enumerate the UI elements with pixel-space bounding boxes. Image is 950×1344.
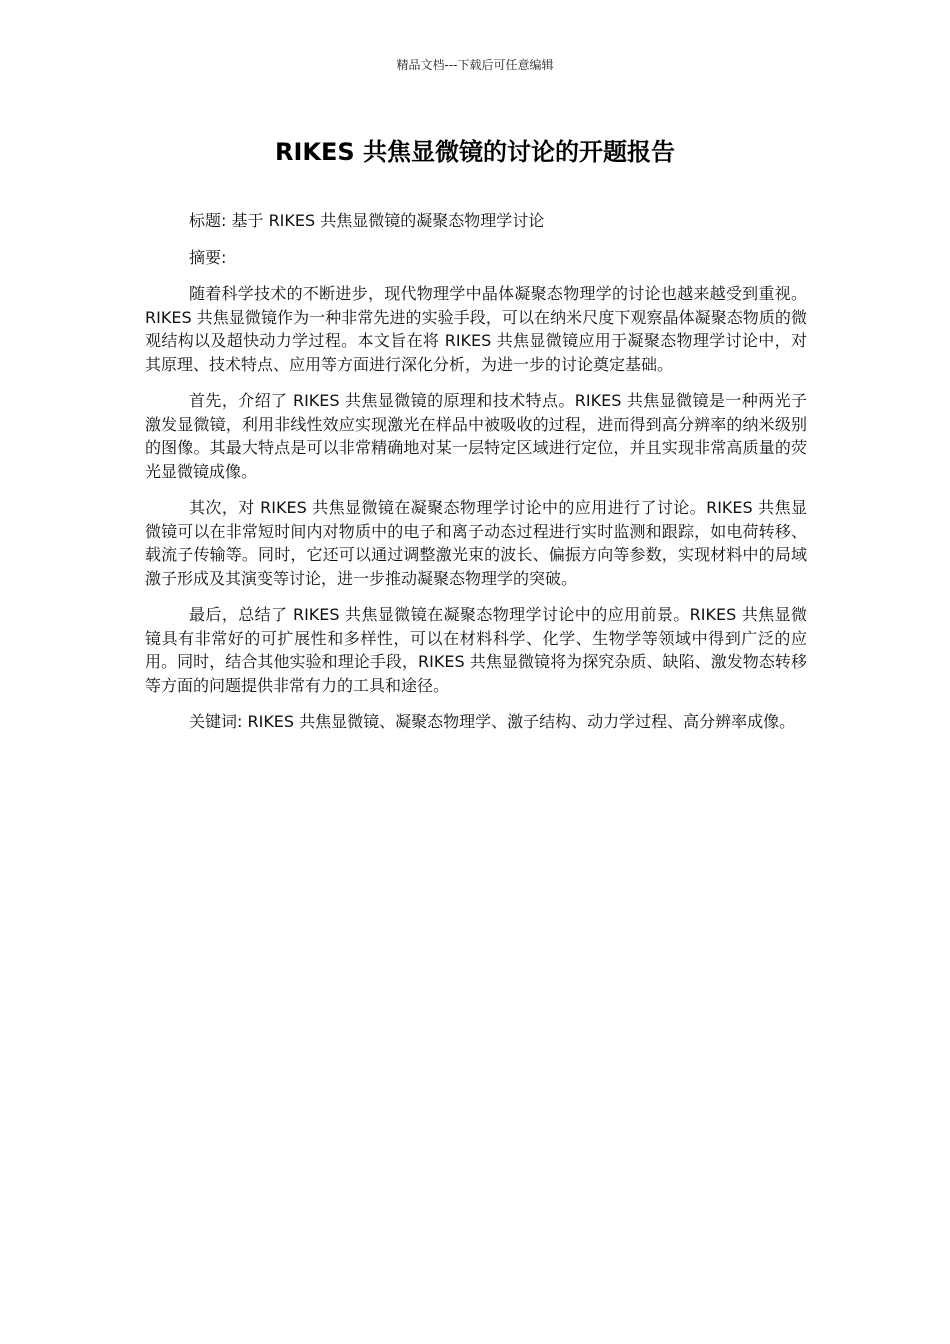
abstract-label: 摘要: (189, 247, 227, 267)
header-note: 精品文档---下载后可任意编辑 (396, 58, 554, 72)
document-title: RIKES 共焦显微镜的讨论的开题报告 (274, 138, 676, 166)
subject-line: 标题: 基于 RIKES 共焦显微镜的凝聚态物理学讨论 (189, 211, 545, 230)
keywords-line: 关键词: RIKES 共焦显微镜、凝聚态物理学、激子结构、动力学过程、高分辨率成像。 (189, 712, 796, 731)
paragraph-application: 其次，对 RIKES 共焦显微镜在凝聚态物理学讨论中的应用进行了讨论。RIKES 共焦显微镜可以在非常短时间内对物质中的电子和离子动态过程进行实时监测和跟踪，如电荷转移、载流子传输等。同时，它还可以通过调整激光束的波长、偏振方向等参数，实现材料中的局域激子形成及其演变等讨论，进一步推动凝聚态物理学的突破。 (145, 498, 807, 588)
paragraph-intro: 随着科学技术的不断进步，现代物理学中晶体凝聚态物理学的讨论也越来越受到重视。RIKES 共焦显微镜作为一种非常先进的实验手段，可以在纳米尺度下观察晶体凝聚态物质的微观结构以及超快动力学过程。本文旨在将 RIKES 共焦显微镜应用于凝聚态物理学讨论中，对其原理、技术特点、应用等方面进行深化分析，为进一步的讨论奠定基础。 (145, 284, 807, 374)
paragraph-principle: 首先，介绍了 RIKES 共焦显微镜的原理和技术特点。RIKES 共焦显微镜是一种两光子激发显微镜，利用非线性效应实现激光在样品中被吸收的过程，进而得到高分辨率的纳米级别的图像。其最大特点是可以非常精确地对某一层特定区域进行定位，并且实现非常高质量的荧光显微镜成像。 (145, 391, 807, 481)
document-body (145, 209, 807, 747)
paragraph-conclusion: 最后，总结了 RIKES 共焦显微镜在凝聚态物理学讨论中的应用前景。RIKES 共焦显微镜具有非常好的可扩展性和多样性，可以在材料科学、化学、生物学等领域中得到广泛的应用。同时，结合其他实验和理论手段，RIKES 共焦显微镜将为探究杂质、缺陷、激发物态转移等方面的问题提供非常有力的工具和途径。 (145, 605, 807, 695)
